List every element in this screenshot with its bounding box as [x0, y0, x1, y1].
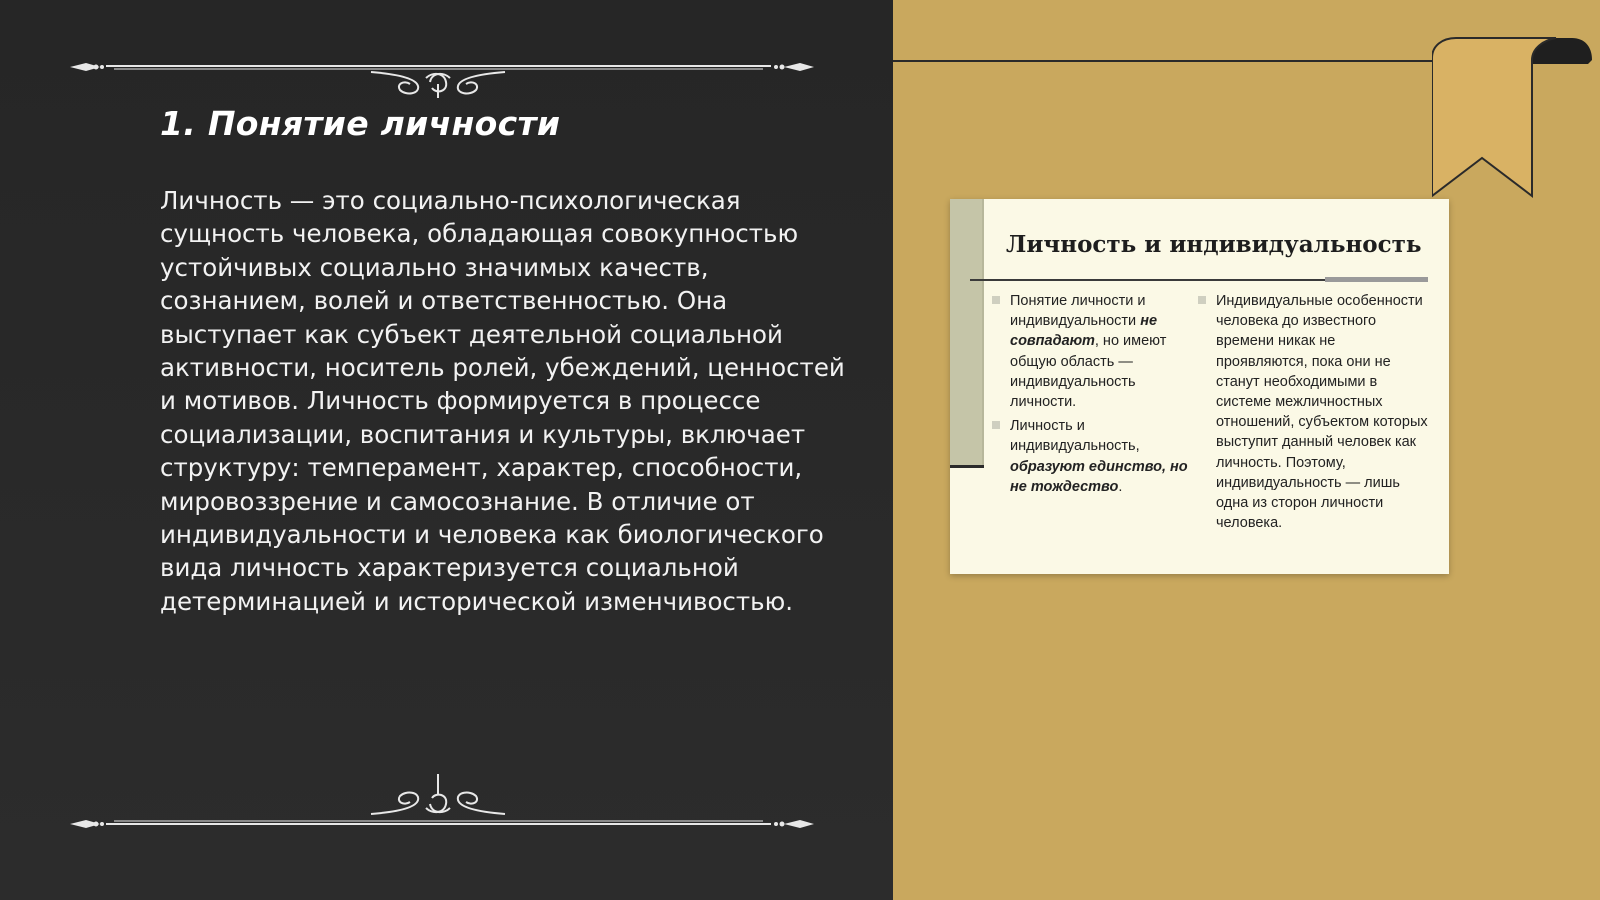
- top-ornament: [66, 38, 826, 98]
- personality-individuality-card: [950, 199, 1449, 574]
- bullet-text: Индивидуальные особенности человека до известного времени никак не проявляются, пока они не станут необходимыми в системе межличностных отношений, субъектом которых выступит данный человек как личность. Поэтому, индивидуальность — лишь одна из сторон личности человека.: [1216, 293, 1428, 532]
- card-left-column: [990, 291, 1190, 501]
- slide-body-text: Личность — это социально-психологическая сущность человека, обладающая совокупностью устойчивых социально значимых качеств, сознанием, волей и ответственностью. Она выступает как субъект деятельной социальной активности, носитель ролей, убеждений, ценностей и мотивов. Личность формируется в процессе социализации, воспитания и культуры, включает структуру: темперамент, характер, способности, мировоззрение и самосознание. В отличие от индивидуальности и человека как биологического вида личность характеризуется социальной детерминацией и исторической изменчивостью.: [160, 186, 845, 616]
- slide-title: 1. Понятие личности: [160, 104, 561, 143]
- bullet-square-icon: [992, 296, 1000, 304]
- card-right-column: [1196, 291, 1428, 537]
- card-side-bar-rule: [950, 465, 984, 468]
- list-item: [990, 416, 1190, 497]
- right-panel-rule: [893, 60, 1438, 62]
- bullet-emphasis: не совпадают: [1010, 313, 1158, 350]
- bookmark-ribbon: [1432, 36, 1592, 201]
- bullet-emphasis: образуют единство, но не тождество: [1010, 458, 1188, 495]
- bullet-text: Понятие личности и индивидуальности: [1010, 293, 1146, 330]
- bottom-ornament: [66, 770, 826, 830]
- card-title-rule-accent: [1325, 277, 1428, 282]
- list-item: [990, 291, 1190, 412]
- list-item: [1196, 291, 1428, 533]
- bullet-square-icon: [992, 421, 1000, 429]
- card-side-bar: [950, 199, 984, 467]
- bullet-text: , но имеют общую область — индивидуальность личности.: [1010, 333, 1167, 411]
- bullet-text: Личность и индивидуальность,: [1010, 418, 1140, 455]
- bullet-text: .: [1118, 478, 1123, 495]
- card-title: Личность и индивидуальность: [1006, 231, 1422, 258]
- bullet-square-icon: [1198, 296, 1206, 304]
